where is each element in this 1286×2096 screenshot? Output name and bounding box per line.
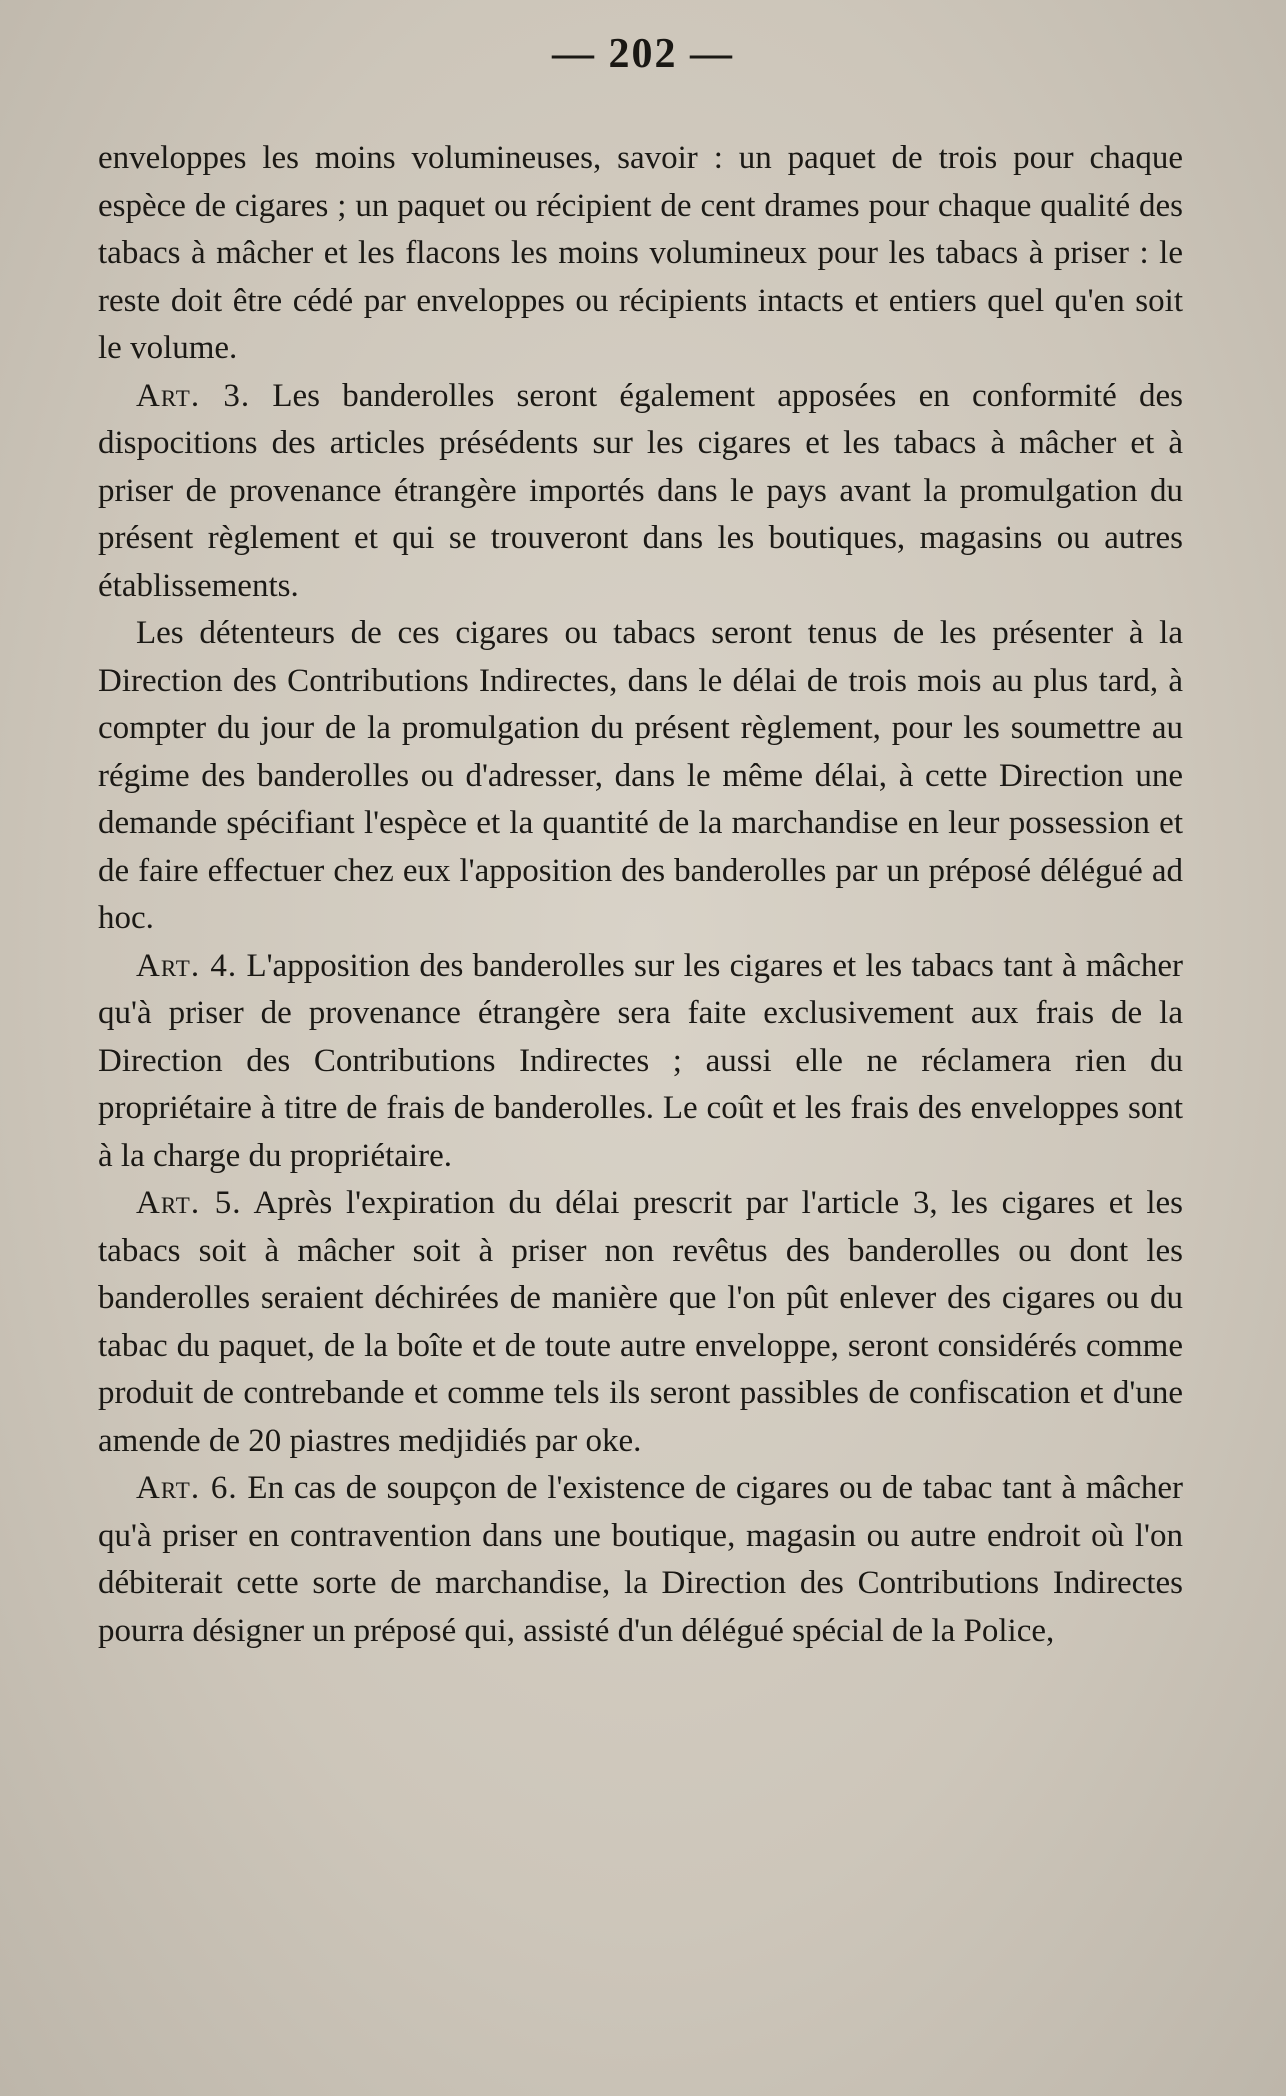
article-label: Art. 6.: [136, 1470, 238, 1506]
text-body: [98, 135, 1183, 1655]
paragraph-text: L'apposition des banderolles sur les cigares et les tabacs tant à mâcher qu'à priser de provenance étrangère sera faite exclusivement aux frais de la Direction des Contributions Indirectes ; aussi elle ne réclamera rien du propriétaire à titre de frais de banderolles. Le coût et les frais des enveloppes sont à la charge du propriétaire.: [98, 947, 1184, 1174]
article-label: Art. 3.: [136, 377, 251, 414]
paragraph-text: enveloppes les moins volumineuses, savoir : un paquet de trois pour chaque espèce de cigares ; un paquet ou récipient de cent drames pour chaque qualité des tabacs à mâcher et les flacons les moins volumineux pour les tabacs à priser : le reste doit être cédé par enveloppes ou récipients intacts et entiers quel qu'en soit le volume.: [98, 140, 1183, 366]
paragraph-article-5: [98, 1180, 1183, 1465]
paragraph-article-4: [98, 943, 1183, 1181]
page-number: — 202 —: [552, 31, 734, 77]
paragraph-article-6: [98, 1465, 1183, 1655]
paragraph-text: Après l'expiration du délai prescrit par l'article 3, les cigares et les tabacs soit à mâcher soit à priser non revêtus des banderolles ou dont les banderolles seraient déchirées de manière que l'on pût enlever des cigares ou du tabac du paquet, de la boîte et de toute autre enveloppe, seront considérés comme produit de contrebande et comme tels ils seront passibles de confiscation et d'une amende de 20 piastres medjidiés par oke.: [98, 1185, 1183, 1459]
paragraph-detenteurs: [98, 610, 1183, 943]
paragraph-text: Les banderolles seront également apposées en conformité des dispocitions des articles présédents sur les cigares et les tabacs à mâcher et à priser de provenance étrangère importés dans le pays avant la promulgation du présent règlement et qui se trouveront dans les boutiques, magasins ou autres établissements.: [98, 377, 1183, 604]
paragraph-article-3: [98, 373, 1183, 611]
article-label: Art. 5.: [136, 1185, 242, 1221]
paragraph-text: Les détenteurs de ces cigares ou tabacs seront tenus de les présenter à la Direction des Contributions Indirectes, dans le délai de trois mois au plus tard, à compter du jour de la promulgation du présent règlement, pour les soumettre au régime des banderolles ou d'adresser, dans le même délai, à cette Direction une demande spécifiant l'espèce et la quantité de la marchandise en leur possession et de faire effectuer chez eux l'apposition des banderolles par un préposé délégué ad hoc.: [98, 615, 1183, 936]
paragraph-text: En cas de soupçon de l'existence de cigares ou de tabac tant à mâcher qu'à priser en contravention dans une boutique, magasin ou autre endroit où l'on débiterait cette sorte de marchandise, la Direction des Contributions Indirectes pourra désigner un préposé qui, assisté d'un délégué spécial de la Police,: [98, 1470, 1183, 1649]
article-label: Art. 4.: [136, 947, 238, 984]
paragraph-continuation: [98, 135, 1183, 373]
